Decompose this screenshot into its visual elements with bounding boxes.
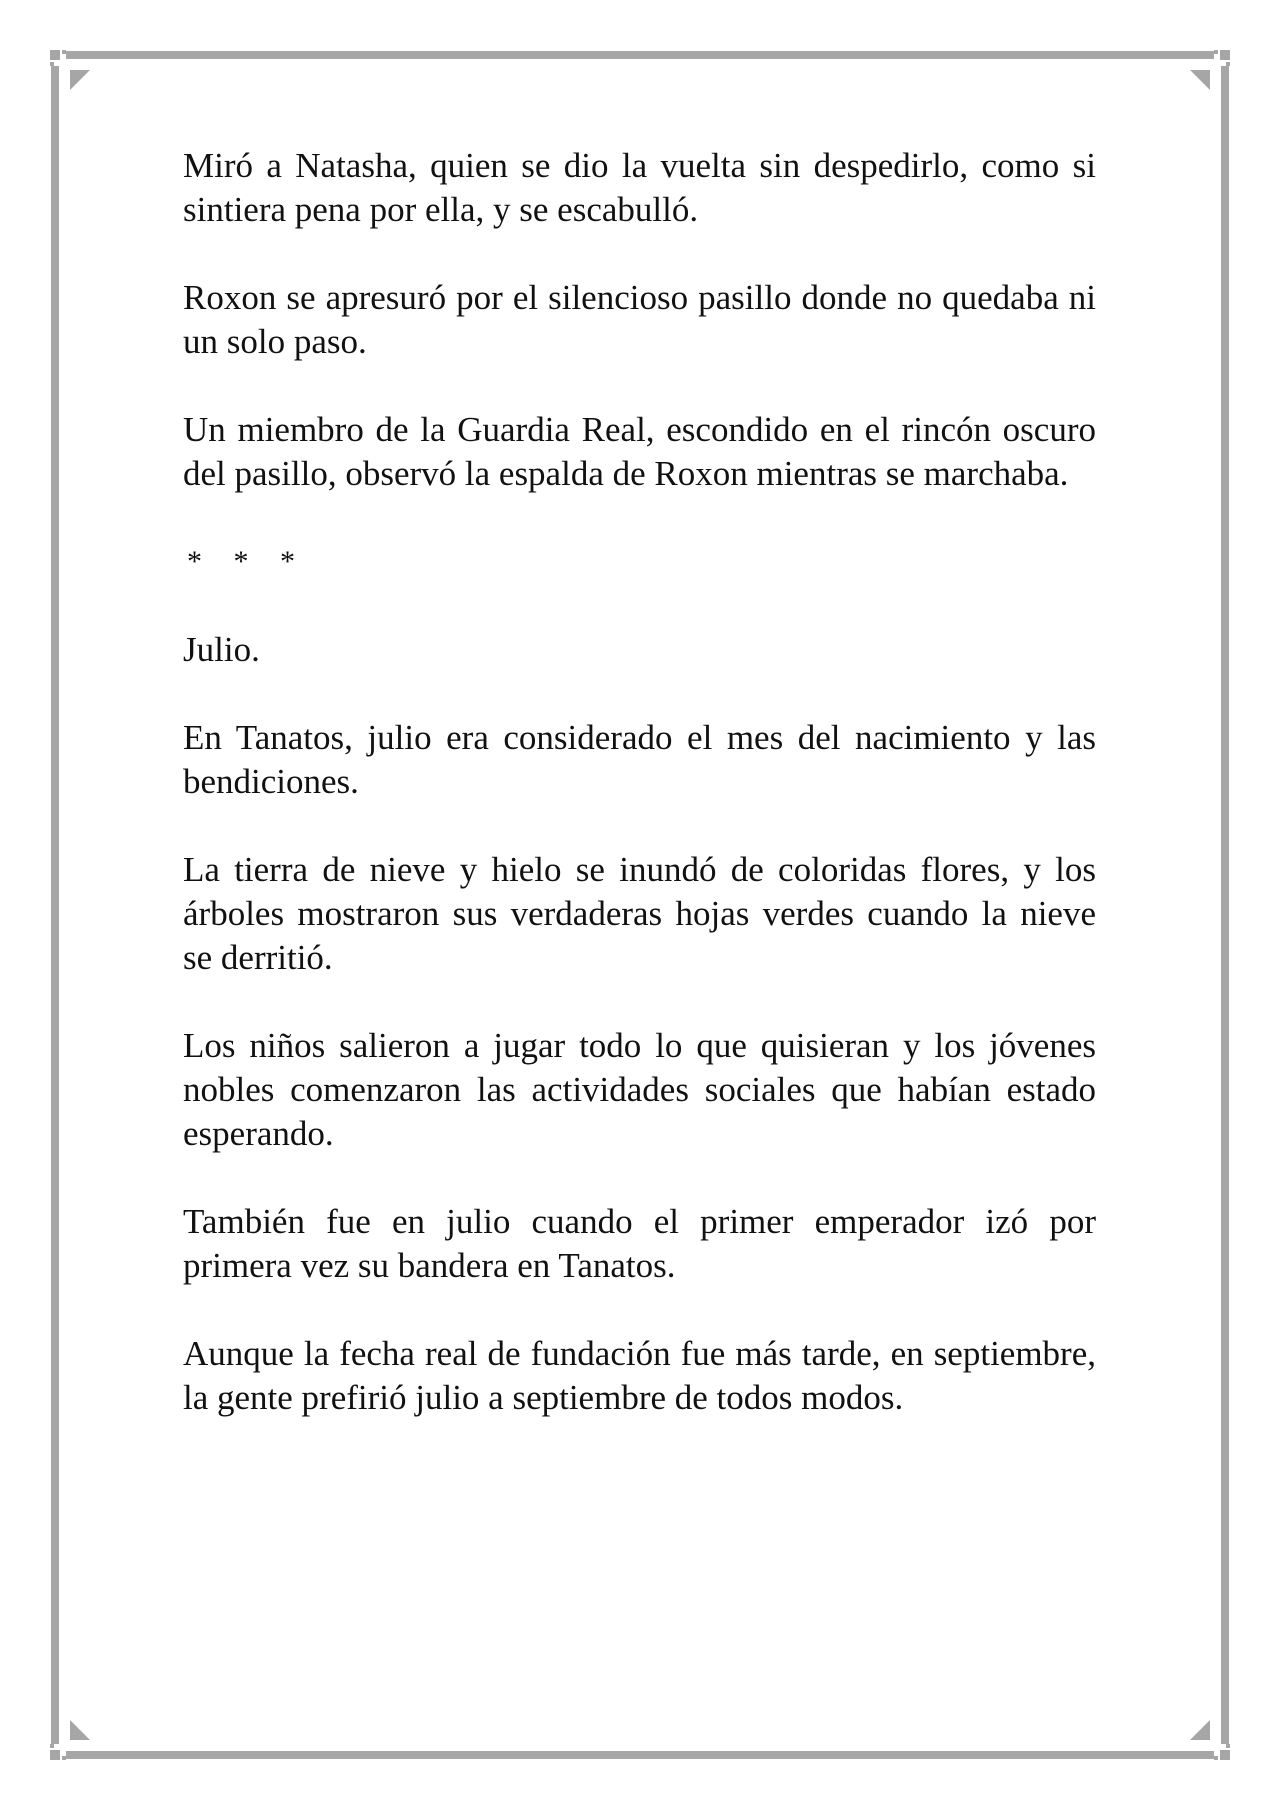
border-top <box>66 51 1214 59</box>
border-right <box>1221 66 1229 1744</box>
corner-triangle-top-right <box>1190 70 1210 90</box>
corner-triangle-top-left <box>70 70 90 90</box>
paragraph-7: Los niños salieron a jugar todo lo que quisieran y los jóvenes nobles comenzaron las actividades sociales que habían estado esperando. <box>183 1026 1096 1153</box>
corner-triangle-bottom-right <box>1190 1720 1210 1740</box>
scene-separator: * * * <box>187 545 307 578</box>
corner-knob-bottom-right <box>1220 1750 1230 1760</box>
paragraph-6: La tierra de nieve y hielo se inundó de coloridas flores, y los árboles mostraron sus verdaderas hojas verdes cuando la nieve se derritió. <box>183 850 1096 977</box>
corner-knob-top-left <box>50 50 60 60</box>
paragraph-4: Julio. <box>183 630 260 669</box>
corner-knob-top-right <box>1220 50 1230 60</box>
paragraph-9: Aunque la fecha real de fundación fue más tarde, en septiembre, la gente prefirió julio a septiembre de todos modos. <box>183 1334 1096 1417</box>
paragraph-5: En Tanatos, julio era considerado el mes del nacimiento y las bendiciones. <box>183 718 1096 801</box>
body-text <box>183 144 1096 1464</box>
border-bottom <box>66 1751 1214 1759</box>
corner-knob-bottom-left <box>50 1750 60 1760</box>
paragraph-8: También fue en julio cuando el primer emperador izó por primera vez su bandera en Tanatos. <box>183 1202 1096 1285</box>
paragraph-2: Roxon se apresuró por el silencioso pasillo donde no quedaba ni un solo paso. <box>183 278 1096 361</box>
corner-triangle-bottom-left <box>70 1720 90 1740</box>
paragraph-1: Miró a Natasha, quien se dio la vuelta sin despedirlo, como si sintiera pena por ella, y se escabulló. <box>183 146 1096 229</box>
paragraph-3: Un miembro de la Guardia Real, escondido en el rincón oscuro del pasillo, observó la espalda de Roxon mientras se marchaba. <box>183 410 1096 493</box>
border-left <box>51 66 59 1744</box>
